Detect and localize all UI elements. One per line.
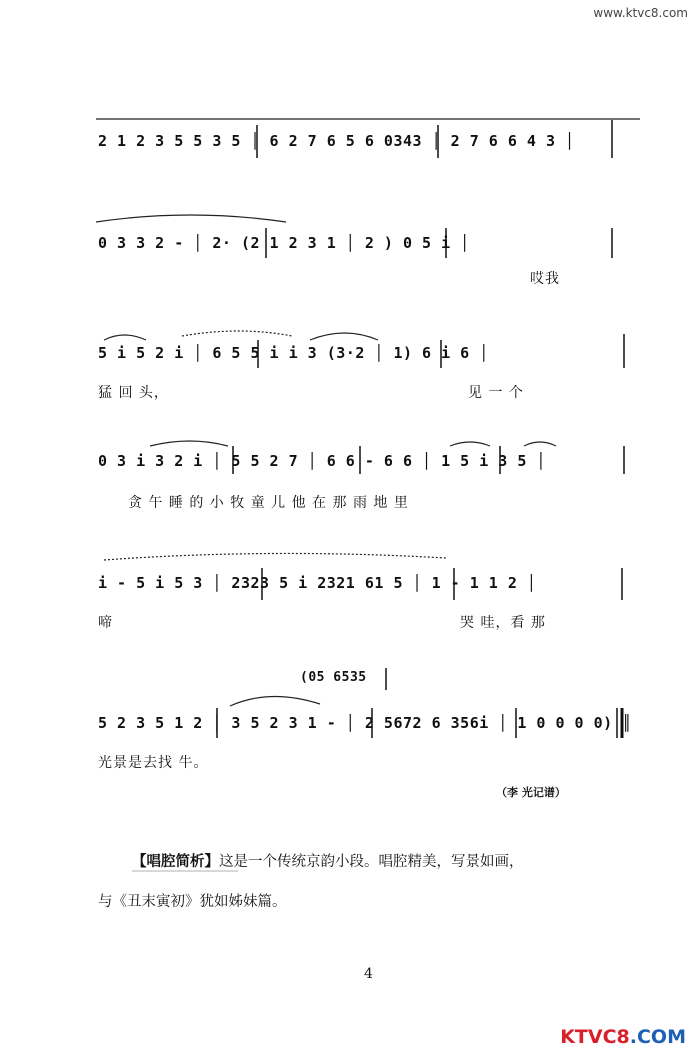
analysis-paragraph-cont [98,882,287,922]
score-line-4-notes: 0 3 i 3 2 i │ 5 5 2 7 │ 6 6 - 6 6 │ 1 5 i 3 5 │ [98,452,546,470]
score-line-5-notes: i - 5 i 5 3 │ 2323 5 i 2321 61 5 │ 1 - 1 1 2 │ [98,574,537,592]
score-line-2-notes: 0 3 3 2 - │ 2· (2 1 2 3 1 │ 2 ) 0 5 i │ [98,234,470,252]
analysis-line-2: 与《丑末寅初》犹如姊妹篇。 [98,894,287,910]
analysis-line-1: 这是一个传统京韵小段。唱腔精美，写景如画， [219,854,524,870]
transcription-credit: （李 光记谱） [496,786,566,799]
analysis-paragraph [132,842,524,882]
watermark-bottom-part2: .COM [629,1026,686,1048]
score-line-3-notes: 5 i 5 2 i │ 6 5 5 i i 3 (3·2 │ 1) 6 i 6 │ [98,344,489,362]
score-line-1-notes: 2 1 2 3 5 5 3 5 │ 6 2 7 6 5 6 0343 │ 2 7 6 6 4 3 │ [98,132,575,150]
score-line-3-lyrics-b: 见 一 个 [468,385,524,401]
page-number: 4 [364,966,373,982]
score-line-4-lyrics: 贪 午 睡 的 小 牧 童 儿 他 在 那 雨 地 里 [128,495,409,511]
score-line-6-notes: 5 2 3 5 1 2 │ 3 5 2 3 1 - │ 2 5672 6 356i │ 1 0 0 0 0) ║ [98,714,632,732]
score-line-6-lyrics: 光景是去找 牛。 [98,755,209,771]
watermark-bottom [560,1026,686,1048]
score-line-3-lyrics-a: 猛 回 头， [98,385,169,401]
watermark-bottom-part1: KTVC8 [560,1026,630,1048]
score-line-2-lyrics: 哎我 [530,271,560,287]
score-line-5-lyrics-b: 哭 哇，看 那 [460,615,546,631]
analysis-label: 【唱腔简析】 [132,853,219,870]
score-line-6-upper: (05 6535 [300,670,367,685]
score-line-5-lyrics-a: 啼 [98,615,113,631]
watermark-top: www.ktvc8.com [593,6,688,20]
